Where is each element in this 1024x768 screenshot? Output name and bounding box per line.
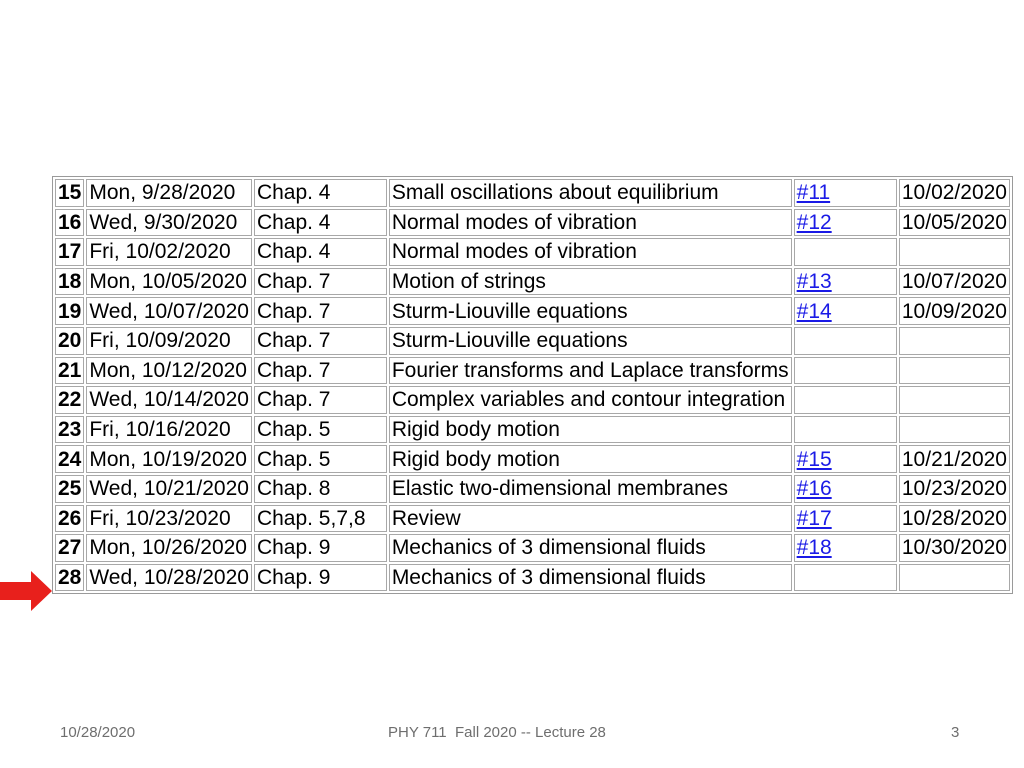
due-date-cell [899, 386, 1010, 414]
homework-cell [794, 505, 897, 533]
date-cell: Mon, 10/19/2020 [86, 445, 252, 473]
homework-link[interactable]: #13 [796, 270, 832, 294]
table-row [55, 416, 1010, 444]
chapter-cell: Chap. 7 [254, 357, 387, 385]
chapter-cell: Chap. 7 [254, 268, 387, 296]
date-cell: Fri, 10/23/2020 [86, 505, 252, 533]
topic-cell: Complex variables and contour integration [389, 386, 792, 414]
table-row [55, 357, 1010, 385]
lecture-number-cell: 28 [55, 564, 84, 592]
chapter-cell: Chap. 5 [254, 416, 387, 444]
table-row [55, 475, 1010, 503]
due-date-cell: 10/28/2020 [899, 505, 1010, 533]
date-cell: Wed, 10/14/2020 [86, 386, 252, 414]
date-cell: Mon, 10/26/2020 [86, 534, 252, 562]
arrow-right-icon [0, 571, 52, 611]
homework-link[interactable]: #18 [796, 536, 832, 560]
topic-cell: Sturm-Liouville equations [389, 297, 792, 325]
schedule-table [52, 176, 1013, 594]
due-date-cell: 10/30/2020 [899, 534, 1010, 562]
homework-cell [794, 475, 897, 503]
date-cell: Mon, 10/05/2020 [86, 268, 252, 296]
due-date-cell [899, 357, 1010, 385]
homework-cell [794, 534, 897, 562]
topic-cell: Normal modes of vibration [389, 238, 792, 266]
table-row [55, 297, 1010, 325]
topic-cell: Normal modes of vibration [389, 209, 792, 237]
topic-cell: Sturm-Liouville equations [389, 327, 792, 355]
topic-cell: Elastic two-dimensional membranes [389, 475, 792, 503]
homework-cell [794, 357, 897, 385]
lecture-number-cell: 27 [55, 534, 84, 562]
chapter-cell: Chap. 7 [254, 327, 387, 355]
date-cell: Wed, 10/07/2020 [86, 297, 252, 325]
homework-link[interactable]: #17 [796, 506, 832, 530]
date-cell: Mon, 10/12/2020 [86, 357, 252, 385]
table-row [55, 209, 1010, 237]
due-date-cell [899, 327, 1010, 355]
homework-link[interactable]: #14 [796, 299, 832, 323]
due-date-cell [899, 564, 1010, 592]
homework-cell [794, 416, 897, 444]
due-date-cell: 10/21/2020 [899, 445, 1010, 473]
table-row [55, 445, 1010, 473]
table-row [55, 327, 1010, 355]
topic-cell: Mechanics of 3 dimensional fluids [389, 564, 792, 592]
lecture-number-cell: 21 [55, 357, 84, 385]
topic-cell: Fourier transforms and Laplace transforms [389, 357, 792, 385]
topic-cell: Rigid body motion [389, 445, 792, 473]
chapter-cell: Chap. 4 [254, 209, 387, 237]
homework-link[interactable]: #15 [796, 447, 832, 471]
lecture-number-cell: 19 [55, 297, 84, 325]
table-row [55, 386, 1010, 414]
homework-cell [794, 564, 897, 592]
chapter-cell: Chap. 5,7,8 [254, 505, 387, 533]
lecture-number-cell: 25 [55, 475, 84, 503]
date-cell: Wed, 10/21/2020 [86, 475, 252, 503]
homework-cell [794, 327, 897, 355]
homework-cell [794, 179, 897, 207]
homework-cell [794, 238, 897, 266]
chapter-cell: Chap. 9 [254, 534, 387, 562]
date-cell: Wed, 10/28/2020 [86, 564, 252, 592]
topic-cell: Mechanics of 3 dimensional fluids [389, 534, 792, 562]
lecture-number-cell: 22 [55, 386, 84, 414]
table-row [55, 179, 1010, 207]
homework-link[interactable]: #12 [796, 210, 832, 234]
homework-link[interactable]: #11 [796, 181, 831, 205]
lecture-number-cell: 15 [55, 179, 84, 207]
due-date-cell: 10/09/2020 [899, 297, 1010, 325]
homework-cell [794, 386, 897, 414]
table-row [55, 534, 1010, 562]
chapter-cell: Chap. 9 [254, 564, 387, 592]
topic-cell: Review [389, 505, 792, 533]
homework-cell [794, 209, 897, 237]
date-cell: Wed, 9/30/2020 [86, 209, 252, 237]
homework-cell [794, 445, 897, 473]
table-row [55, 268, 1010, 296]
due-date-cell: 10/23/2020 [899, 475, 1010, 503]
date-cell: Fri, 10/09/2020 [86, 327, 252, 355]
topic-cell: Motion of strings [389, 268, 792, 296]
page-number: 3 [951, 724, 960, 741]
lecture-number-cell: 16 [55, 209, 84, 237]
date-cell: Mon, 9/28/2020 [86, 179, 252, 207]
lecture-number-cell: 23 [55, 416, 84, 444]
chapter-cell: Chap. 4 [254, 179, 387, 207]
chapter-cell: Chap. 8 [254, 475, 387, 503]
table-row [55, 238, 1010, 266]
topic-cell: Rigid body motion [389, 416, 792, 444]
due-date-cell: 10/02/2020 [899, 179, 1010, 207]
homework-link[interactable]: #16 [796, 477, 832, 501]
chapter-cell: Chap. 7 [254, 297, 387, 325]
homework-cell [794, 268, 897, 296]
schedule-table-wrapper [52, 158, 1013, 608]
topic-cell: Small oscillations about equilibrium [389, 179, 792, 207]
footer-date: 10/28/2020 [60, 724, 136, 741]
homework-cell [794, 297, 897, 325]
lecture-number-cell: 20 [55, 327, 84, 355]
due-date-cell: 10/07/2020 [899, 268, 1010, 296]
lecture-number-cell: 17 [55, 238, 84, 266]
lecture-number-cell: 18 [55, 268, 84, 296]
table-row [55, 564, 1010, 592]
footer-title: PHY 711 Fall 2020 -- Lecture 28 [388, 724, 606, 741]
lecture-number-cell: 24 [55, 445, 84, 473]
due-date-cell: 10/05/2020 [899, 209, 1010, 237]
due-date-cell [899, 416, 1010, 444]
chapter-cell: Chap. 4 [254, 238, 387, 266]
chapter-cell: Chap. 7 [254, 386, 387, 414]
date-cell: Fri, 10/02/2020 [86, 238, 252, 266]
chapter-cell: Chap. 5 [254, 445, 387, 473]
date-cell: Fri, 10/16/2020 [86, 416, 252, 444]
due-date-cell [899, 238, 1010, 266]
table-row [55, 505, 1010, 533]
lecture-number-cell: 26 [55, 505, 84, 533]
